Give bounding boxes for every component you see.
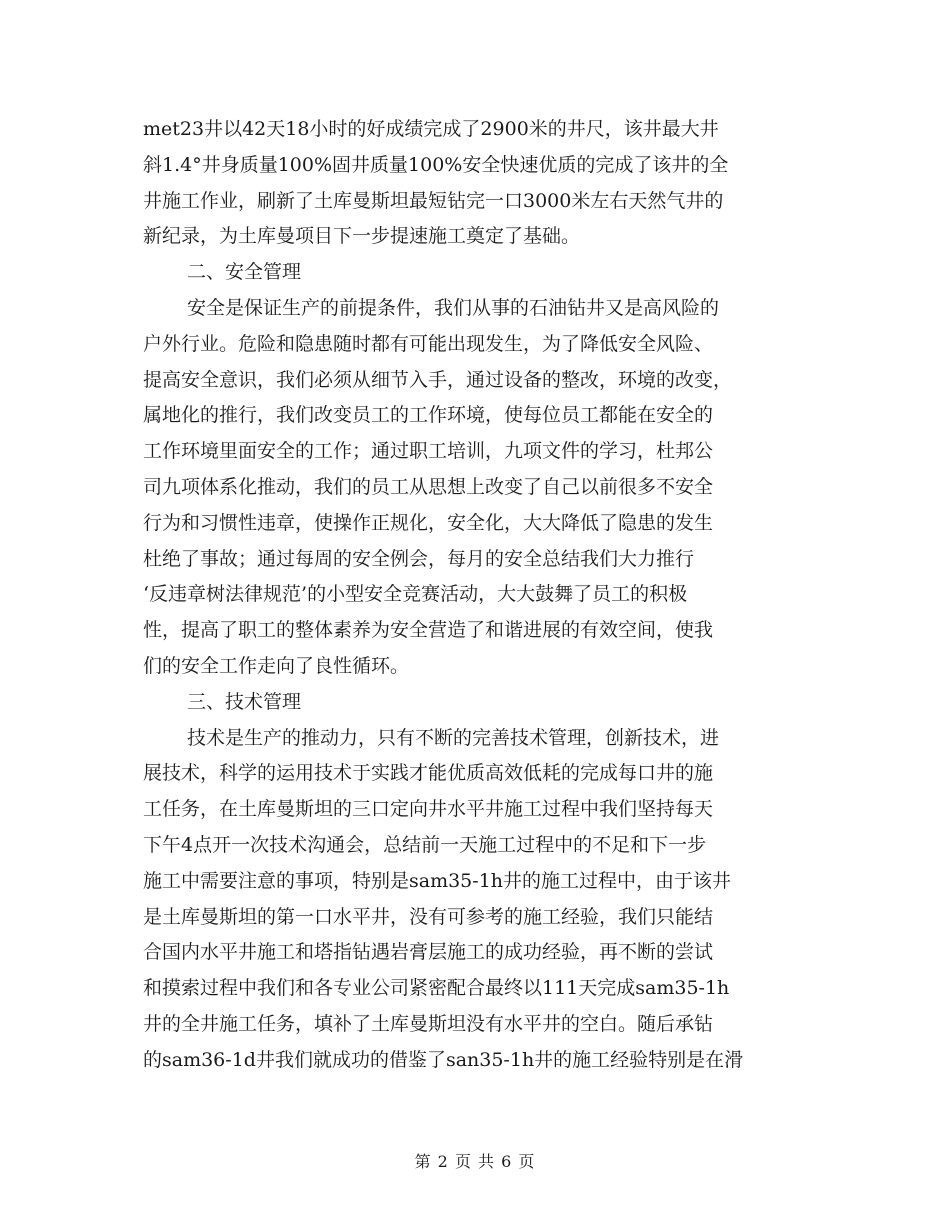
text-line: 井施工作业，刷新了土库曼斯坦最短钻完一口3000米左右天然气井的 xyxy=(143,189,724,212)
text-line: 和摸索过程中我们和各专业公司紧密配合最终以111天完成sam35-1h xyxy=(143,977,730,1000)
text-line: 工任务，在土库曼斯坦的三口定向井水平井施工过程中我们坚持每天 xyxy=(143,798,714,821)
section-heading-safety: 二、安全管理 xyxy=(187,261,302,284)
text-line: ‘反违章树法律规范’的小型安全竞赛活动，大大鼓舞了员工的积极 xyxy=(143,583,688,606)
text-line: 新纪录，为土库曼项目下一步提速施工奠定了基础。 xyxy=(143,225,581,248)
text-line: 井的全井施工任务，填补了土库曼斯坦没有水平井的空白。随后承钻 xyxy=(143,1012,714,1035)
page-number-footer: 第 2 页 共 6 页 xyxy=(414,1152,536,1171)
text-line: 提高安全意识，我们必须从细节入手，通过设备的整改，环境的改变， xyxy=(143,368,733,391)
text-line: 工作环境里面安全的工作；通过职工培训，九项文件的学习，杜邦公 xyxy=(143,440,714,463)
text-line: 的sam36-1d井我们就成功的借鉴了san35-1h井的施工经验特别是在滑 xyxy=(143,1048,744,1071)
text-line: 合国内水平井施工和塔指钻遇岩膏层施工的成功经验，再不断的尝试 xyxy=(143,941,714,964)
text-line: 下午4点开一次技术沟通会，总结前一天施工过程中的不足和下一步 xyxy=(143,833,707,856)
text-line: met23井以42天18小时的好成绩完成了2900米的井尺，该井最大井 xyxy=(143,118,719,140)
document-body xyxy=(143,112,803,1079)
text-line: 展技术，科学的运用技术于实践才能优质高效低耗的完成每口井的施 xyxy=(143,762,714,785)
text-line: 司九项体系化推动，我们的员工从思想上改变了自己以前很多不安全 xyxy=(143,475,714,498)
section-heading-technology: 三、技术管理 xyxy=(187,690,302,713)
text-line: 户外行业。危险和隐患随时都有可能出现发生，为了降低安全风险、 xyxy=(143,332,714,355)
text-line: 技术是生产的推动力，只有不断的完善技术管理，创新技术，进 xyxy=(187,726,720,749)
text-line: 属地化的推行，我们改变员工的工作环境，使每位员工都能在安全的 xyxy=(143,404,714,427)
text-line: 们的安全工作走向了良性循环。 xyxy=(143,654,410,677)
text-line: 斜1.4°井身质量100%固井质量100%安全快速优质的完成了该井的全 xyxy=(143,153,729,176)
text-line: 行为和习惯性违章，使操作正规化，安全化，大大降低了隐患的发生 xyxy=(143,511,714,534)
text-line: 性，提高了职工的整体素养为安全营造了和谐进展的有效空间，使我 xyxy=(143,619,714,642)
text-line: 杜绝了事故；通过每周的安全例会，每月的安全总结我们大力推行 xyxy=(143,547,695,570)
text-line: 安全是保证生产的前提条件，我们从事的石油钻井又是高风险的 xyxy=(187,296,720,319)
text-line: 是土库曼斯坦的第一口水平井，没有可参考的施工经验，我们只能结 xyxy=(143,905,714,928)
text-line: 施工中需要注意的事项，特别是sam35-1h井的施工过程中，由于该井 xyxy=(143,869,732,892)
